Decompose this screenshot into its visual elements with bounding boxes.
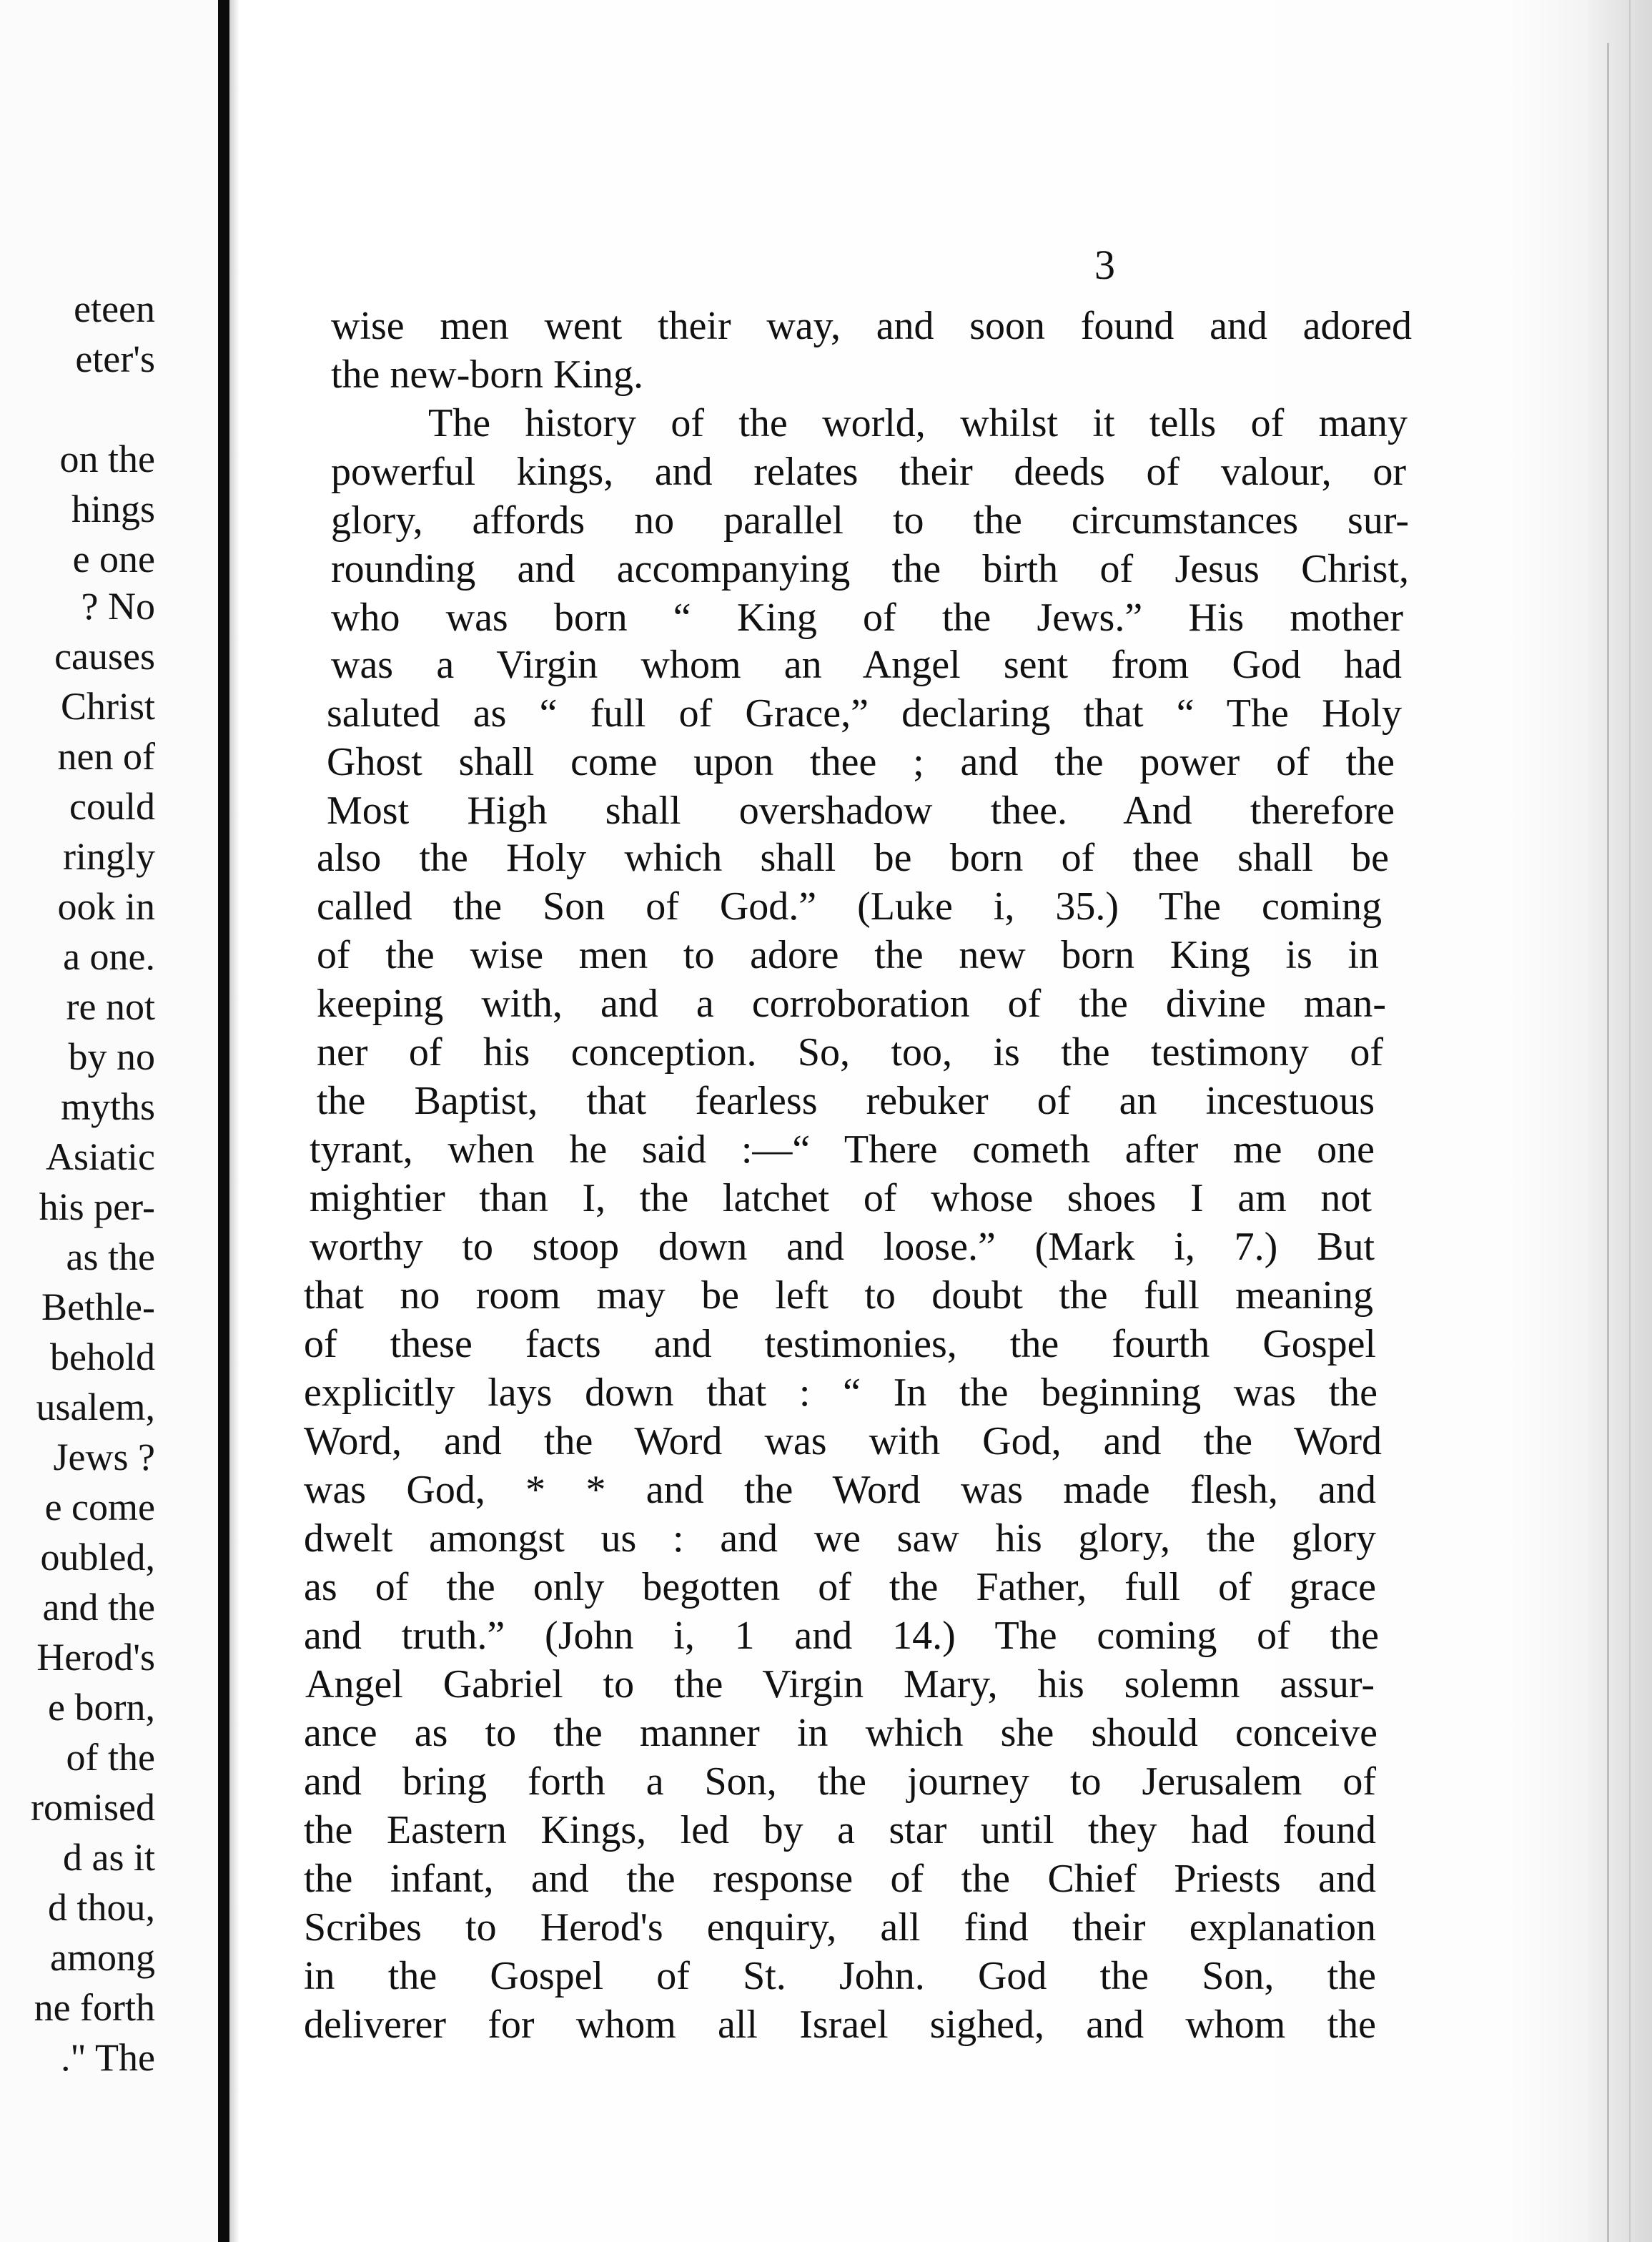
body-text-line: saluted as “ full of Grace,” declaring that “ The Holy [327, 691, 1402, 736]
body-text-line: was a Virgin whom an Angel sent from God had [331, 643, 1402, 687]
left-page-line: oubled, [40, 1536, 155, 1579]
body-text-line: powerful kings, and relates their deeds of valour, or [331, 450, 1406, 494]
page-edge-line [1629, 0, 1631, 2242]
left-page-line: romised [31, 1786, 155, 1829]
body-text-line: was God, * * and the Word was made flesh, and [304, 1468, 1376, 1512]
left-page-line: hings [71, 488, 155, 530]
left-page-line: on the [59, 438, 155, 480]
left-page-fragment [0, 0, 218, 2242]
body-text-line: rounding and accompanying the birth of Jesus Christ, [331, 547, 1409, 591]
left-page-line: Herod's [36, 1636, 155, 1679]
left-page-line: nen of [57, 735, 155, 778]
binding-gutter [218, 0, 229, 2242]
left-page-line: e come [44, 1486, 155, 1529]
left-page-line: Asiatic [46, 1135, 155, 1178]
body-text-line: the Baptist, that fearless rebuker of an incestuous [317, 1079, 1375, 1123]
left-page-line: of the [66, 1736, 155, 1779]
left-page-line: eteen [74, 287, 155, 330]
body-text-line: ance as to the manner in which she should conceive [304, 1711, 1378, 1755]
left-page-line: behold [50, 1335, 155, 1378]
body-text-line: worthy to stoop down and loose.” (Mark i, 7.) But [310, 1225, 1375, 1269]
body-text-line: Angel Gabriel to the Virgin Mary, his solemn assur- [305, 1662, 1375, 1707]
left-page-line: and the [42, 1586, 155, 1629]
body-text-line: who was born “ King of the Jews.” His mother [331, 596, 1403, 640]
gutter-shadow [229, 0, 239, 2242]
body-text-line: The history of the world, whilst it tells of many [428, 401, 1408, 445]
left-page-line: ? No [81, 585, 155, 628]
left-page-line: could [69, 785, 155, 828]
body-text-line: and bring forth a Son, the journey to Jerusalem of [304, 1759, 1376, 1804]
left-page-line: ne forth [34, 1986, 155, 2029]
left-page-line: Bethle- [41, 1285, 155, 1328]
body-text-line: also the Holy which shall be born of thee shall be [317, 836, 1389, 880]
page-number: 3 [1094, 242, 1115, 288]
left-page-line: ook in [57, 885, 155, 928]
left-page-line: d thou, [47, 1886, 155, 1929]
body-text-line: keeping with, and a corroboration of the divine man- [317, 982, 1386, 1026]
left-page-line: d as it [63, 1836, 155, 1879]
body-text-line: the infant, and the response of the Chief Priests and [304, 1857, 1376, 1901]
left-page-line: among [50, 1936, 155, 1979]
body-text-line: Ghost shall come upon thee ; and the power of the [327, 740, 1395, 784]
left-page-line: by no [68, 1035, 155, 1078]
body-text-line: explicitly lays down that : “ In the beginning was the [304, 1371, 1378, 1415]
left-page-line: ." The [60, 2036, 155, 2079]
body-text-line: mightier than I, the latchet of whose shoes I am not [310, 1176, 1372, 1220]
left-page-line: ringly [63, 835, 155, 878]
left-page-line: causes [54, 635, 155, 678]
body-text-line: Word, and the Word was with God, and the Word [304, 1419, 1382, 1463]
body-text-line: glory, affords no parallel to the circumstances sur- [331, 498, 1409, 543]
left-page-line: Jews ? [53, 1436, 155, 1478]
body-text-line: ner of his conception. So, too, is the testimony of [317, 1030, 1383, 1075]
body-text-line: that no room may be left to doubt the full meaning [304, 1273, 1373, 1318]
left-page-line: eter's [75, 337, 155, 380]
body-text-line: of these facts and testimonies, the fourth Gospel [304, 1322, 1376, 1366]
body-text-line: and truth.” (John i, 1 and 14.) The coming of the [304, 1614, 1379, 1658]
page-edge-line [1607, 43, 1609, 2242]
body-text-line: Most High shall overshadow thee. And therefore [327, 789, 1395, 833]
body-text-line: deliverer for whom all Israel sighed, and whom the [304, 2003, 1376, 2047]
left-page-line: e one [72, 538, 155, 581]
body-text-line: wise men went their way, and soon found and adored [331, 304, 1412, 348]
page-edge [1588, 0, 1652, 2242]
body-text-line: called the Son of God.” (Luke i, 35.) The coming [317, 884, 1382, 929]
left-page-line: usalem, [36, 1386, 155, 1428]
body-text-line: as of the only begotten of the Father, full of grace [304, 1565, 1376, 1609]
left-page-line: re not [66, 985, 155, 1028]
right-page [239, 0, 1652, 2242]
body-text-line: Scribes to Herod's enquiry, all find their explanation [304, 1905, 1376, 1950]
left-page-line: Christ [60, 685, 155, 728]
body-text-line: of the wise men to adore the new born King is in [317, 933, 1379, 977]
body-text-line: tyrant, when he said :—“ There cometh after me one [310, 1127, 1375, 1172]
left-page-line: e born, [48, 1686, 155, 1729]
left-page-line: a one. [63, 935, 155, 978]
body-text-line: dwelt amongst us : and we saw his glory, the glory [304, 1516, 1376, 1561]
left-page-line: as the [66, 1235, 155, 1278]
left-page-line: myths [60, 1085, 155, 1128]
left-page-line: his per- [39, 1185, 155, 1228]
body-text-line: the new-born King. [331, 352, 644, 397]
body-text-line: the Eastern Kings, led by a star until they had found [304, 1808, 1376, 1852]
body-text-line: in the Gospel of St. John. God the Son, the [304, 1954, 1376, 1998]
